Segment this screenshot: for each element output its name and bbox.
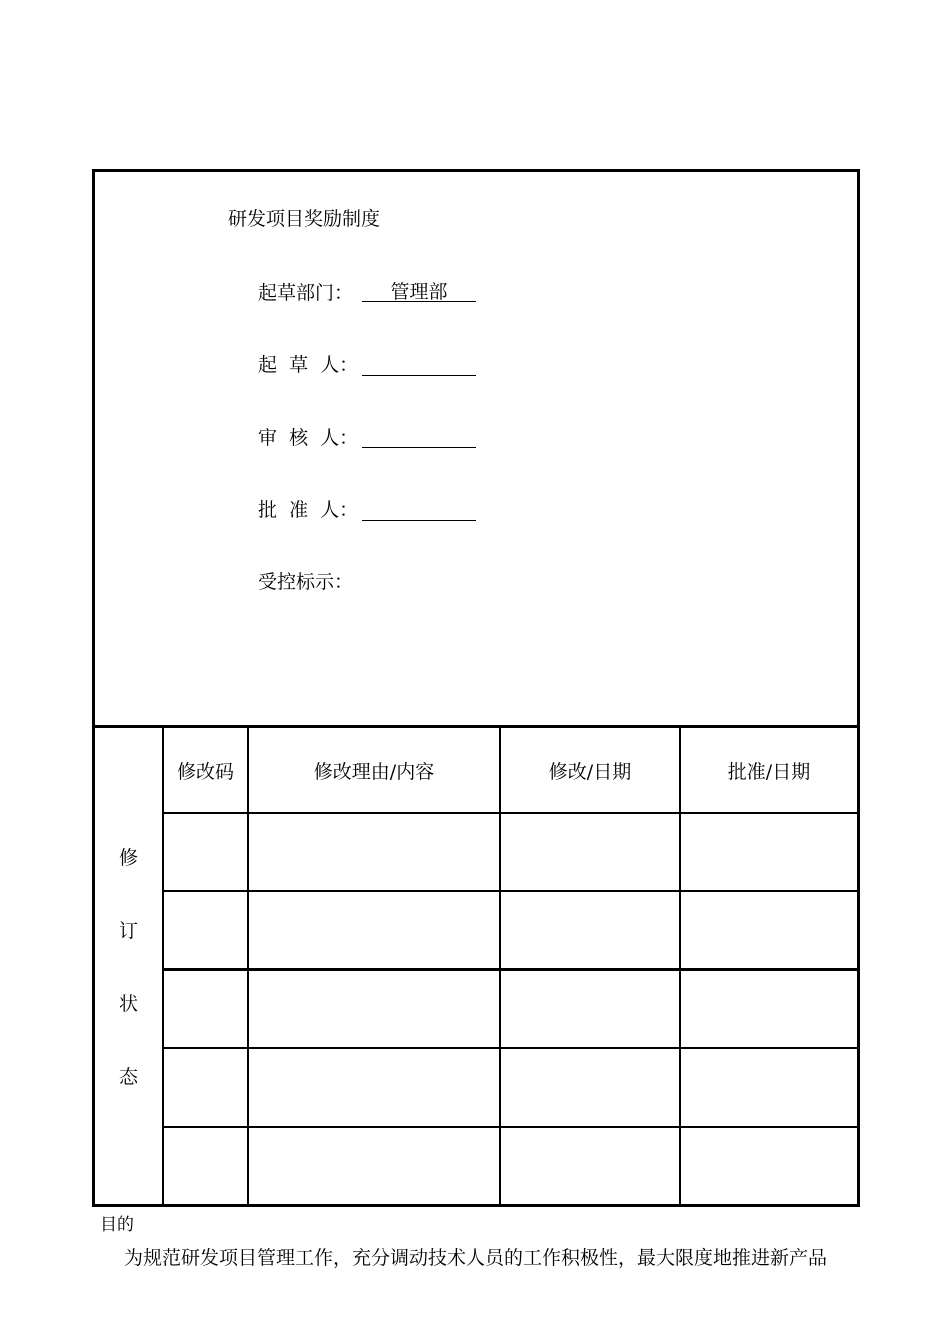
side-label-char: 态: [118, 1066, 138, 1088]
table-row-divider: [162, 1126, 859, 1128]
field-label-control-mark: 受控标示：: [258, 571, 354, 593]
table-row-divider: [162, 890, 859, 892]
field-label-drafting-dept: 起草部门：: [258, 282, 354, 304]
document-title: 研发项目奖励制度: [228, 208, 381, 230]
field-label-drafter: 起 草 人：: [258, 354, 359, 376]
table-row-divider: [162, 1047, 859, 1049]
header-revision-code: 修改码: [176, 760, 234, 783]
field-value-drafter: [362, 351, 476, 376]
field-value-approver: [362, 496, 476, 521]
field-label-approver: 批 准 人：: [258, 499, 359, 521]
field-value-drafting-dept: 管理部: [362, 277, 476, 302]
document-frame: [92, 169, 860, 1207]
table-row-divider: [162, 968, 859, 971]
side-label-char: 修: [118, 847, 138, 869]
field-value-reviewer: [362, 423, 476, 448]
header-approval-date: 批准/日期: [727, 760, 811, 783]
field-label-reviewer: 审 核 人：: [258, 427, 359, 449]
purpose-paragraph: 为规范研发项目管理工作，充分调动技术人员的工作积极性，最大限度地推进新产品: [124, 1247, 828, 1269]
header-revision-reason: 修改理由/内容: [313, 760, 435, 783]
section-title-purpose: 目的: [100, 1215, 134, 1235]
side-label-char: 状: [118, 993, 138, 1015]
header-revision-date: 修改/日期: [548, 760, 632, 783]
side-label-char: 订: [118, 920, 138, 942]
